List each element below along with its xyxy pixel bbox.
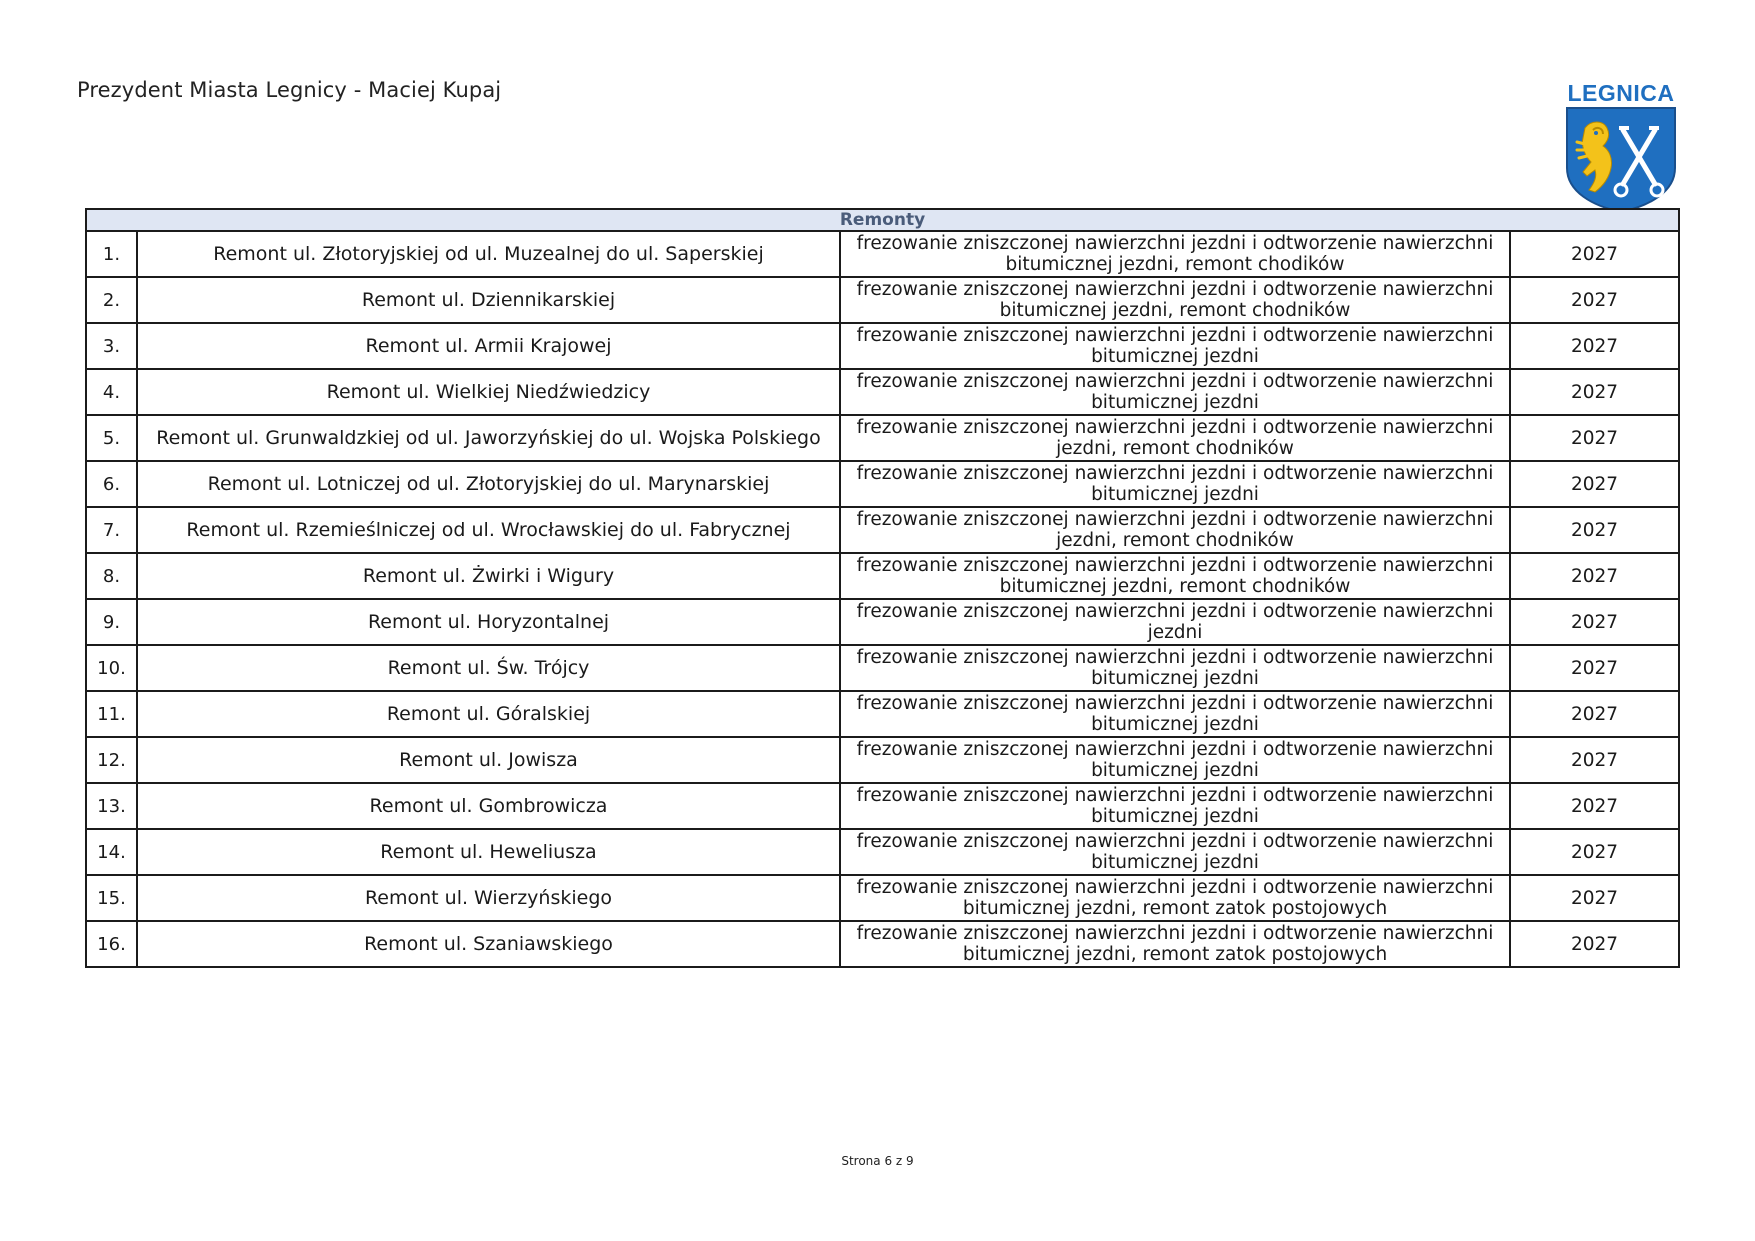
row-description: frezowanie zniszczonej nawierzchni jezdni i odtworzenie nawierzchni bitumicznej jezdni, remont chodików (840, 231, 1510, 277)
row-year: 2027 (1510, 875, 1679, 921)
row-description: frezowanie zniszczonej nawierzchni jezdni i odtworzenie nawierzchni bitumicznej jezdni (840, 645, 1510, 691)
table-row (86, 277, 1679, 323)
row-year: 2027 (1510, 553, 1679, 599)
row-year: 2027 (1510, 507, 1679, 553)
table-row (86, 553, 1679, 599)
row-street-name: Remont ul. Św. Trójcy (137, 645, 840, 691)
row-number: 10. (86, 645, 137, 691)
row-street-name: Remont ul. Góralskiej (137, 691, 840, 737)
table-row (86, 921, 1679, 967)
row-description: frezowanie zniszczonej nawierzchni jezdni i odtworzenie nawierzchni jezdni, remont chodników (840, 507, 1510, 553)
table-row (86, 231, 1679, 277)
table-row (86, 783, 1679, 829)
logo-text: LEGNICA (1567, 80, 1675, 106)
row-description: frezowanie zniszczonej nawierzchni jezdni i odtworzenie nawierzchni bitumicznej jezdni, remont zatok postojowych (840, 921, 1510, 967)
row-number: 13. (86, 783, 137, 829)
row-year: 2027 (1510, 737, 1679, 783)
table-row (86, 737, 1679, 783)
row-number: 2. (86, 277, 137, 323)
row-description: frezowanie zniszczonej nawierzchni jezdni i odtworzenie nawierzchni jezdni, remont chodników (840, 415, 1510, 461)
row-street-name: Remont ul. Szaniawskiego (137, 921, 840, 967)
city-logo (1563, 80, 1679, 215)
row-street-name: Remont ul. Wielkiej Niedźwiedzicy (137, 369, 840, 415)
row-description: frezowanie zniszczonej nawierzchni jezdni i odtworzenie nawierzchni bitumicznej jezdni (840, 461, 1510, 507)
row-number: 11. (86, 691, 137, 737)
row-year: 2027 (1510, 921, 1679, 967)
row-year: 2027 (1510, 277, 1679, 323)
row-year: 2027 (1510, 645, 1679, 691)
row-street-name: Remont ul. Gombrowicza (137, 783, 840, 829)
row-year: 2027 (1510, 323, 1679, 369)
section-header-row (86, 209, 1679, 231)
row-street-name: Remont ul. Grunwaldzkiej od ul. Jaworzyńskiej do ul. Wojska Polskiego (137, 415, 840, 461)
row-year: 2027 (1510, 829, 1679, 875)
row-year: 2027 (1510, 783, 1679, 829)
page-title: Prezydent Miasta Legnicy - Maciej Kupaj (77, 78, 502, 102)
coat-of-arms-icon (1563, 106, 1679, 214)
row-number: 7. (86, 507, 137, 553)
row-street-name: Remont ul. Żwirki i Wigury (137, 553, 840, 599)
table-row (86, 829, 1679, 875)
row-number: 5. (86, 415, 137, 461)
row-number: 8. (86, 553, 137, 599)
section-title: Remonty (86, 209, 1679, 231)
table-row (86, 461, 1679, 507)
row-description: frezowanie zniszczonej nawierzchni jezdni i odtworzenie nawierzchni bitumicznej jezdni, remont chodników (840, 553, 1510, 599)
row-street-name: Remont ul. Dziennikarskiej (137, 277, 840, 323)
row-description: frezowanie zniszczonej nawierzchni jezdni i odtworzenie nawierzchni bitumicznej jezdni (840, 829, 1510, 875)
row-description: frezowanie zniszczonej nawierzchni jezdni i odtworzenie nawierzchni bitumicznej jezdni (840, 323, 1510, 369)
row-street-name: Remont ul. Lotniczej od ul. Złotoryjskiej do ul. Marynarskiej (137, 461, 840, 507)
row-number: 4. (86, 369, 137, 415)
row-street-name: Remont ul. Armii Krajowej (137, 323, 840, 369)
row-description: frezowanie zniszczonej nawierzchni jezdni i odtworzenie nawierzchni bitumicznej jezdni (840, 737, 1510, 783)
table-row (86, 507, 1679, 553)
table-row (86, 691, 1679, 737)
row-year: 2027 (1510, 599, 1679, 645)
row-description: frezowanie zniszczonej nawierzchni jezdni i odtworzenie nawierzchni bitumicznej jezdni (840, 783, 1510, 829)
row-street-name: Remont ul. Rzemieślniczej od ul. Wrocławskiej do ul. Fabrycznej (137, 507, 840, 553)
row-description: frezowanie zniszczonej nawierzchni jezdni i odtworzenie nawierzchni bitumicznej jezdni, remont chodników (840, 277, 1510, 323)
row-year: 2027 (1510, 461, 1679, 507)
row-description: frezowanie zniszczonej nawierzchni jezdni i odtworzenie nawierzchni bitumicznej jezdni (840, 369, 1510, 415)
row-street-name: Remont ul. Złotoryjskiej od ul. Muzealnej do ul. Saperskiej (137, 231, 840, 277)
row-year: 2027 (1510, 691, 1679, 737)
row-number: 14. (86, 829, 137, 875)
row-year: 2027 (1510, 415, 1679, 461)
table-row (86, 323, 1679, 369)
row-number: 15. (86, 875, 137, 921)
row-number: 6. (86, 461, 137, 507)
page-number: Strona 6 z 9 (841, 1154, 914, 1168)
row-year: 2027 (1510, 231, 1679, 277)
row-number: 1. (86, 231, 137, 277)
row-number: 16. (86, 921, 137, 967)
row-description: frezowanie zniszczonej nawierzchni jezdni i odtworzenie nawierzchni bitumicznej jezdni, remont zatok postojowych (840, 875, 1510, 921)
row-number: 12. (86, 737, 137, 783)
table-row (86, 645, 1679, 691)
table-row (86, 415, 1679, 461)
table-row (86, 369, 1679, 415)
repairs-table (85, 208, 1680, 968)
table-body (86, 231, 1679, 967)
row-number: 9. (86, 599, 137, 645)
row-number: 3. (86, 323, 137, 369)
row-description: frezowanie zniszczonej nawierzchni jezdni i odtworzenie nawierzchni jezdni (840, 599, 1510, 645)
table-row (86, 599, 1679, 645)
row-street-name: Remont ul. Heweliusza (137, 829, 840, 875)
row-street-name: Remont ul. Horyzontalnej (137, 599, 840, 645)
table-row (86, 875, 1679, 921)
row-description: frezowanie zniszczonej nawierzchni jezdni i odtworzenie nawierzchni bitumicznej jezdni (840, 691, 1510, 737)
row-street-name: Remont ul. Wierzyńskiego (137, 875, 840, 921)
row-year: 2027 (1510, 369, 1679, 415)
row-street-name: Remont ul. Jowisza (137, 737, 840, 783)
